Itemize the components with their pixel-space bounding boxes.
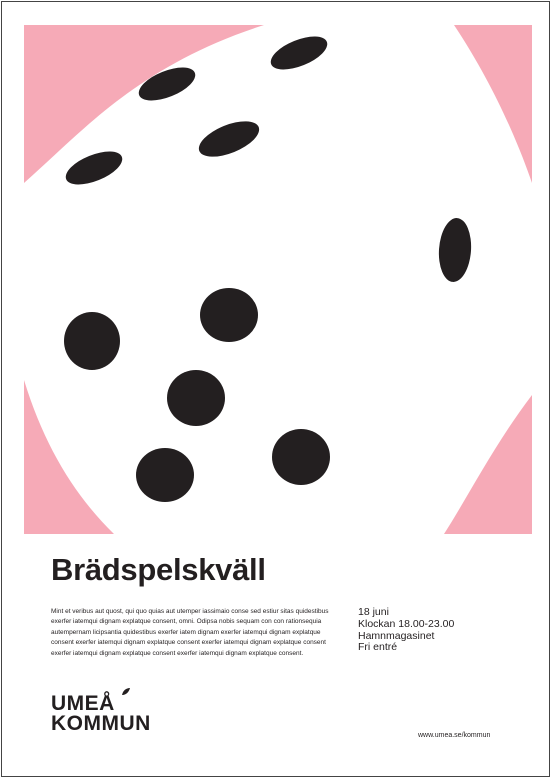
leaf-icon (121, 687, 131, 696)
poster-title: Brädspelskväll (51, 552, 266, 587)
logo-line-2: KOMMUN (51, 712, 151, 735)
umea-kommun-logo (51, 694, 151, 734)
die-pip (272, 429, 330, 485)
website-url[interactable]: www.umea.se/kommun (418, 732, 491, 739)
dice-illustration (24, 25, 532, 534)
event-time: Klockan 18.00-23.00 (358, 617, 455, 630)
event-info (358, 607, 454, 654)
logo-line-1: UMEÅ (51, 692, 115, 715)
die-pip (200, 288, 258, 342)
event-date: 18 juni (358, 606, 389, 618)
die-pip (136, 448, 194, 502)
event-venue: Hamnmagasinet (358, 629, 435, 642)
poster-body-text: Mint et veribus aut quost, qui quo quias aut utemper iassimaio conse sed estiur sitas quidestibus exerfer iatemqui dignam explatque consent, omni. Odipsa nobis sequam con con rationsequia autempernam licipsantia quidestibus exerfer iatem dignam exerfer iatemqui dignam explatque consent exerfer iatemqui dignam explatque consent exerfer iatemqui dignam explatque consent exerfer iatemqui dignam explatque consent exerfer iatemqui dignam explatque consent. (51, 608, 329, 657)
die-pip (167, 370, 225, 426)
die-pip (64, 312, 120, 370)
event-admission: Fri entré (358, 641, 398, 654)
dice-image (24, 25, 532, 534)
poster-page (1, 1, 550, 777)
